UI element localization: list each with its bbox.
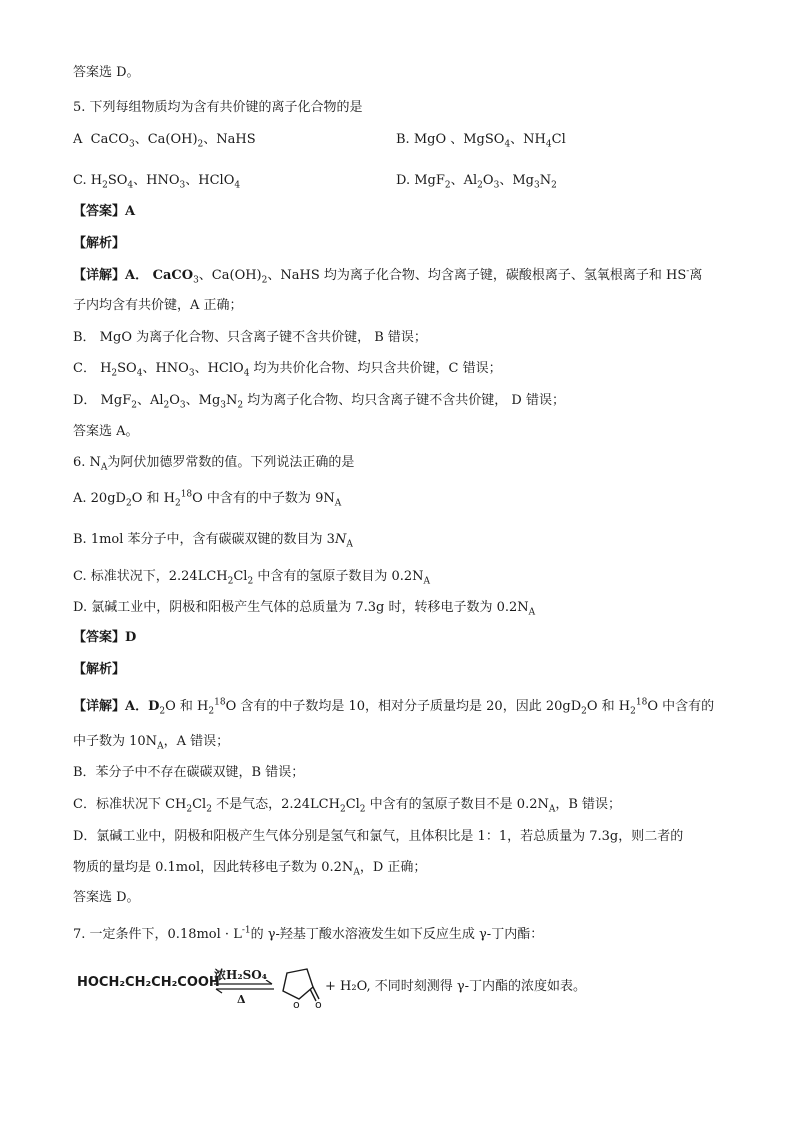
q5-analysis-heading: 【解析】 [73,236,126,251]
answer-line: 答案选 D。 [73,65,140,80]
q5-option-b: B. MgO 、MgSO$_4$、$NH_4Cl$ [396,132,566,150]
q5-option-a: A CaCO$_3$、$Ca(OH)_2$、NaHS [73,132,256,150]
heat-symbol: Δ [237,993,246,1006]
equation-tail: + H₂O, 不同时刻测得 γ-丁内酯的浓度如表。 [325,979,587,994]
question-6: 6. $N_A$为阿伏加德罗常数的值。下列说法正确的是 [73,455,355,473]
q6-analysis-heading: 【解析】 [73,662,126,677]
q6-detail-4: D．氯碱工业中，阴极和阳极产生气体分别是氢气和氯气，且体积比是 1：1，若总质量为 7.3g，则二者的 [73,829,684,844]
q6-detail-1: 【详解】A．$D_2O$ 和 $H_2^{18}O$ 含有的中子数均是 10，相对分子质量均是 20，因此 $20gD_2O$ 和 $H_2^{18}O$ 中含有的 [73,697,715,717]
q5-option-d: D. MgF$_2$、$Al_2O_3$、$Mg_3N_2$ [396,173,557,191]
question-7: 7. 一定条件下，$0.18mol \cdot L^{-1}$的 γ-羟基丁酸水溶液发生如下反应生成 γ-丁内酯： [73,925,544,942]
q6-conclusion: 答案选 D。 [73,890,140,905]
q5-option-c: C. $H_2SO_4$、$HNO_3$、HClO$_4$ [73,173,241,191]
q6-option-b: B. 1mol 苯分子中，含有碳碳双键的数目为 $3N_A$ [73,532,353,550]
q6-answer: 【答案】D [73,630,137,645]
q5-detail-2: B． MgO 为离子化合物、只含离子键不含共价键， B 错误； [73,330,427,345]
svg-text:o: o [293,998,300,1011]
q6-option-c: C. 标准状况下，$2.24LCH_2Cl_2$ 中含有的氢原子数目为 $0.2N_A$ [73,569,431,587]
q5-answer: 【答案】A [73,204,136,219]
q6-detail-3: C．标准状况下 $CH_2Cl_2$ 不是气态，$2.24LCH_2Cl_2$ 中含有的氢原子数目不是 $0.2N_A$，B 错误； [73,797,622,815]
q6-detail-4b: 物质的量均是 0.1mol，因此转移电子数为 $0.2N_A$，D 正确； [73,860,427,878]
reactant-formula: HOCH₂CH₂CH₂COOH [77,975,220,990]
q5-detail-4: D． MgF$_2$、$Al_2O_3$、$Mg_3N_2$ 均为离子化合物、均只含离子键不含共价键， D 错误； [73,393,565,411]
q5-detail-1b: 子内均含有共价键，A 正确； [73,298,243,313]
q6-option-a: A. $20gD_2O$ 和 $H_2^{18}O$ 中含有的中子数为 $9N_A$ [73,489,342,509]
q6-detail-2: B．苯分子中不存在碳碳双键，B 错误； [73,765,305,780]
svg-text:o: o [315,998,322,1011]
lactone-ring-icon [277,963,325,1013]
q6-detail-1b: 中子数为 $10N_A$，A 错误； [73,734,230,752]
q5-conclusion: 答案选 A。 [73,424,139,439]
q6-option-d: D. 氯碱工业中，阴极和阳极产生气体的总质量为 7.3g 时，转移电子数为 $0.2N_A$ [73,600,536,618]
question-5: 5. 下列每组物质均为含有共价键的离子化合物的是 [73,100,363,115]
reaction-condition: 浓H₂SO₄ [214,968,267,982]
q5-detail-1: 【详解】A． CaCO$_3$、$Ca(OH)_2$、NaHS 均为离子化合物、均含离子键，碳酸根离子、氢氧根离子和 HS-离 [73,266,703,286]
q5-detail-3: C． $H_2SO_4$、$HNO_3$、HClO$_4$ 均为共价化合物、均只含共价键，C 错误； [73,361,502,379]
equilibrium-arrow-icon [214,980,276,994]
reaction-equation [77,963,757,1013]
